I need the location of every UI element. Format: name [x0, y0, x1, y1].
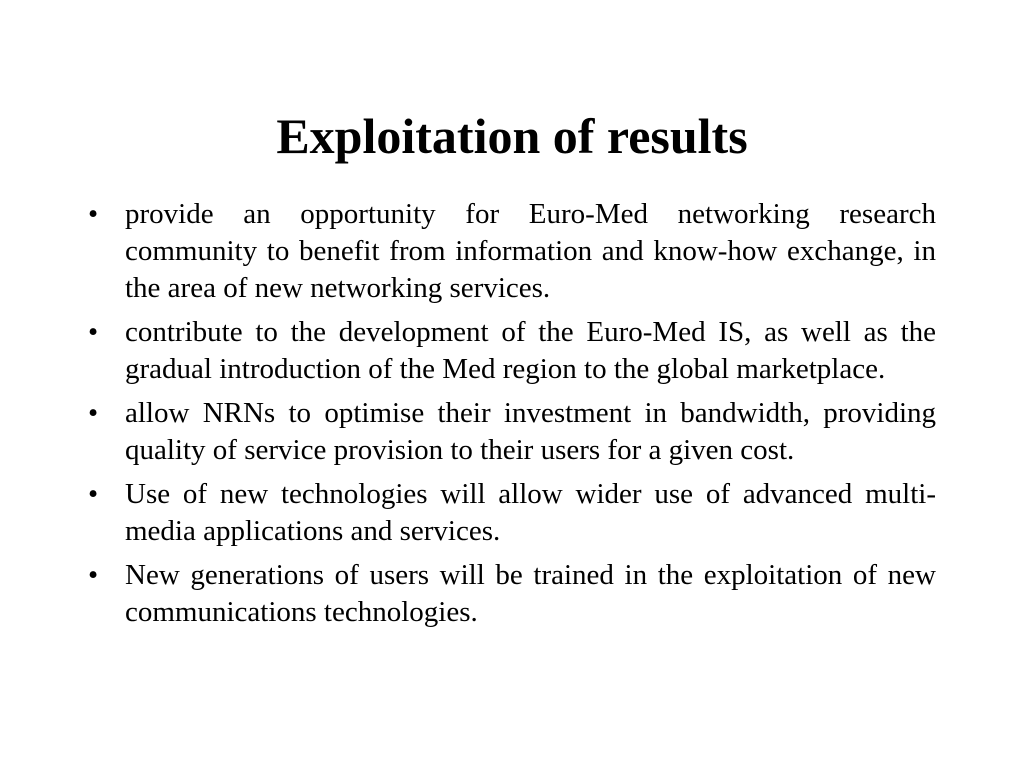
bullet-item-1 — [88, 196, 936, 307]
bullet-text: provide an opportunity for Euro-Med networking research community to benefit from information and know-how exchange, in the area of new networking services. — [125, 198, 936, 304]
bullet-text: Use of new technologies will allow wider use of advanced multi-media applications and services. — [125, 478, 936, 547]
bullet-text: New generations of users will be trained in the exploitation of new communications technologies. — [125, 559, 936, 628]
slide-title: Exploitation of results — [276, 108, 748, 164]
bullet-item-4 — [88, 476, 936, 550]
bullet-item-5 — [88, 557, 936, 631]
bullet-text: contribute to the development of the Euro-Med IS, as well as the gradual introduction of the Med region to the global marketplace. — [125, 316, 936, 385]
bullet-text: allow NRNs to optimise their investment in bandwidth, providing quality of service provision to their users for a given cost. — [125, 397, 936, 466]
bullet-icon: • — [88, 478, 99, 510]
bullet-list — [88, 196, 936, 638]
bullet-item-3 — [88, 395, 936, 469]
bullet-item-2 — [88, 314, 936, 388]
bullet-icon: • — [88, 397, 99, 429]
bullet-icon: • — [88, 559, 99, 591]
bullet-icon: • — [88, 316, 99, 348]
bullet-icon: • — [88, 198, 99, 230]
